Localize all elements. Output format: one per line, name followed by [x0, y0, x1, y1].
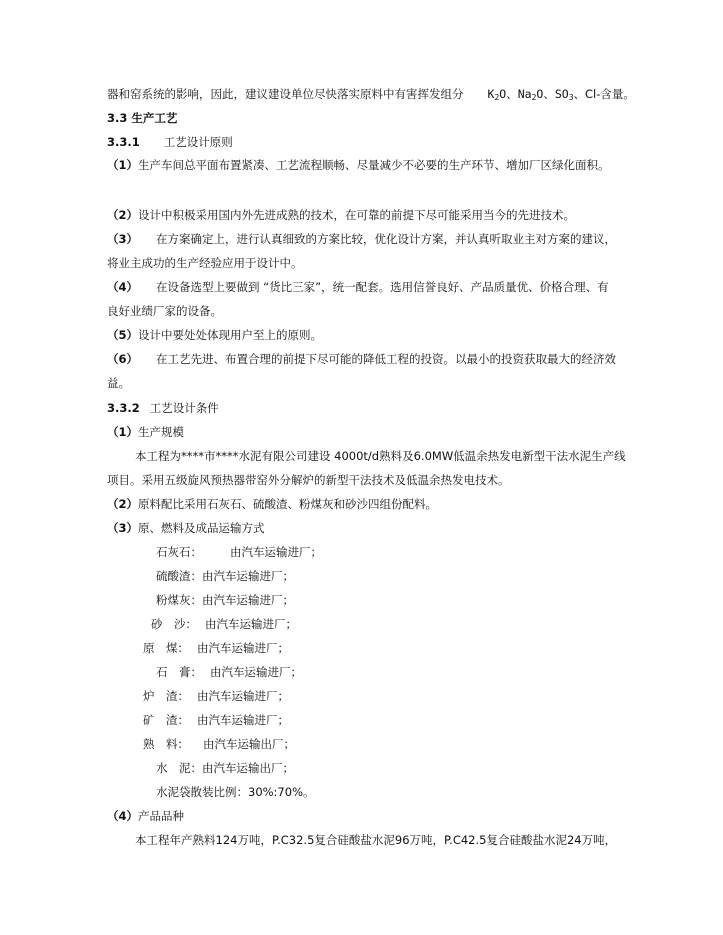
condition-3-heading: （3）原、燃料及成品运输方式 [107, 521, 265, 535]
condition-4-heading: （4）产品品种 [107, 809, 185, 823]
material-name: 砂 沙： [151, 617, 197, 631]
condition-2: （2）原料配比采用石灰石、硫酸渣、粉煤灰和砂沙四组份配料。 [107, 497, 438, 511]
subsection-heading-1 [107, 134, 233, 150]
material-name: 原 煤： [143, 641, 189, 655]
material-row [156, 664, 302, 680]
material-name: 水 泥： [156, 761, 202, 775]
material-transport: 由汽车运输进厂； [197, 641, 289, 655]
subsection-number-2: 3.3.2 [107, 401, 140, 415]
material-name: 矿 渣： [143, 713, 189, 727]
material-transport: 由汽车运输进厂； [210, 665, 302, 679]
principle-3: （3） 在方案确定上，进行认真细致的方案比较，优化设计方案，并认真听取业主对方案的建议， [107, 232, 617, 246]
material-row [143, 736, 295, 752]
material-row [156, 568, 294, 584]
condition-1-heading: （1）生产规模 [107, 425, 185, 439]
material-row [156, 760, 294, 776]
intro-text: 器和窑系统的影响，因此，建议建设单位尽快落实原料中有害挥发组分 [107, 87, 464, 101]
section-title: 生产工艺 [131, 111, 178, 125]
intro-line [107, 86, 635, 102]
material-name: 熟 料： [143, 737, 189, 751]
material-name: 粉煤灰： [156, 593, 202, 607]
principle-5: （5）设计中要处处体现用户至上的原则。 [107, 328, 323, 342]
material-transport: 由汽车运输进厂； [230, 545, 322, 559]
principle-4: （4） 在设备选型上要做到 “货比三家”，统一配套。选用信誉良好、产品质量优、价格合理、有 [107, 280, 609, 294]
section-number: 3.3 [107, 111, 128, 125]
material-transport: 由汽车运输进厂； [197, 713, 289, 727]
material-name: 硫酸渣： [156, 569, 202, 583]
condition-4-text: 本工程年产熟料124万吨，P.C32.5复合硅酸盐水泥96万吨，P.C42.5复合硅酸盐水泥24万吨， [135, 833, 617, 847]
subsection-title-1: 工艺设计原则 [163, 135, 233, 149]
material-row [143, 640, 289, 656]
material-name: 炉 渣： [143, 689, 189, 703]
material-transport: 由汽车运输进厂； [202, 569, 294, 583]
principle-2: （2）设计中积极采用国内外先进成熟的技术，在可靠的前提下尽可能采用当今的先进技术。 [107, 208, 576, 222]
material-name: 石 膏： [156, 665, 202, 679]
material-transport: 由汽车运输进厂； [202, 593, 294, 607]
subsection-title-2: 工艺设计条件 [149, 401, 219, 415]
material-name: 石灰石： [156, 545, 202, 559]
material-row [151, 616, 297, 632]
principle-3-cont: 将业主成功的生产经验应用于设计中。 [107, 256, 303, 270]
material-row [156, 592, 294, 608]
principle-1: （1）生产车间总平面布置紧凑、工艺流程顺畅、尽量减少不必要的生产环节、增加厂区绿化面积。 [107, 158, 610, 172]
k2o-formula: $K_2O$、$Na_2O$、$SO_3$、 [487, 87, 586, 102]
principle-6: （6） 在工艺先进、布置合理的前提下尽可能的降低工程的投资。以最小的投资获取最大的经济效 [107, 352, 617, 366]
material-transport: 由汽车运输出厂； [203, 737, 295, 751]
condition-1-line-1: 本工程为****市****水泥有限公司建设 4000t/d熟料及6.0MW低温余热发电新型干法水泥生产线 [135, 449, 626, 463]
principle-4-cont: 良好业绩厂家的设备。 [107, 304, 222, 318]
material-transport: 由汽车运输出厂； [202, 761, 294, 775]
bag-bulk-ratio: 水泥袋散装比例：30%:70%。 [156, 785, 315, 799]
material-row [156, 544, 322, 560]
material-transport: 由汽车运输进厂； [197, 689, 289, 703]
material-row [143, 712, 289, 728]
section-heading [107, 110, 177, 126]
condition-1-line-2: 项目。采用五级旋风预热器带窑外分解炉的新型干法技术及低温余热发电技术。 [107, 473, 510, 487]
material-row [143, 688, 289, 704]
subsection-heading-2 [107, 400, 219, 416]
subsection-number-1: 3.3.1 [107, 135, 140, 149]
material-transport: 由汽车运输进厂； [205, 617, 297, 631]
cl-text: Cl-含量。 [585, 87, 635, 101]
principle-6-cont: 益。 [107, 376, 130, 390]
